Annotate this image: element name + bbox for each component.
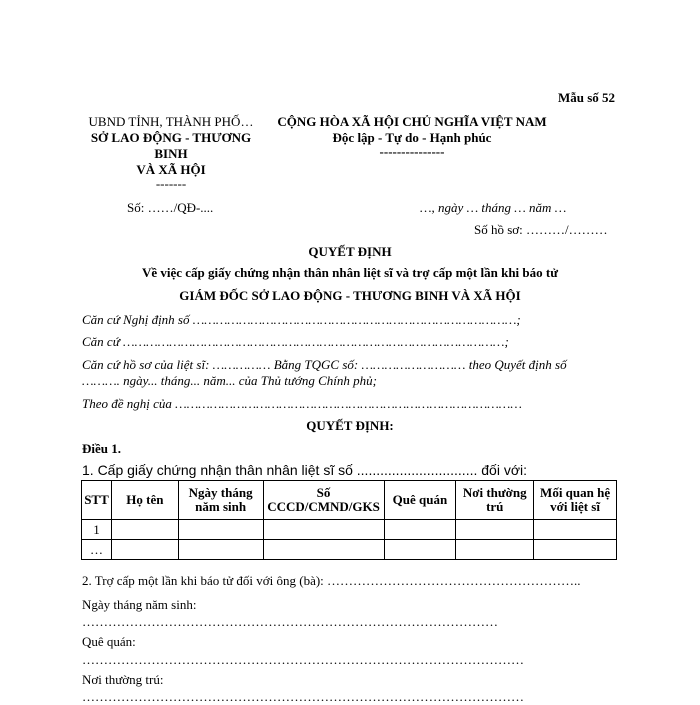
table-cell bbox=[384, 540, 456, 560]
col-dob: Ngày tháng năm sinh bbox=[178, 481, 263, 520]
table-row bbox=[82, 540, 617, 560]
col-name: Họ tên bbox=[111, 481, 178, 520]
basis-dossier-cont: ………. ngày... tháng... năm... của Thủ tướng Chính phủ; bbox=[82, 373, 377, 388]
authority-title: GIÁM ĐỐC SỞ LAO ĐỘNG - THƯƠNG BINH VÀ XÃ HỘI bbox=[179, 288, 521, 303]
basis-general: Căn cứ ………………………………………………………………………………………; bbox=[82, 334, 509, 349]
table-cell bbox=[263, 520, 384, 540]
motto: Độc lập - Tự do - Hạnh phúc bbox=[332, 130, 492, 145]
left-header bbox=[82, 114, 260, 190]
table-cell: 1 bbox=[82, 520, 112, 540]
col-hometown: Quê quán bbox=[384, 481, 456, 520]
table-cell bbox=[263, 540, 384, 560]
agency-line-3: BINH bbox=[154, 146, 188, 161]
table-cell bbox=[456, 540, 534, 560]
col-id-number: Số CCCD/CMND/GKS bbox=[263, 481, 384, 520]
agency-line-1: UBND TỈNH, THÀNH PHỐ… bbox=[88, 114, 254, 129]
right-header bbox=[262, 114, 562, 158]
agency-line-2: SỞ LAO ĐỘNG - THƯƠNG bbox=[90, 130, 252, 145]
article-1-label: Điều 1. bbox=[82, 441, 121, 456]
right-divider: --------------- bbox=[379, 144, 445, 159]
col-stt: STT bbox=[82, 481, 112, 520]
agency-line-4: VÀ XÃ HỘI bbox=[136, 162, 206, 177]
dob-label: Ngày tháng năm sinh: bbox=[82, 597, 197, 612]
residence-label: Nơi thường trú: bbox=[82, 672, 164, 687]
table-cell bbox=[534, 540, 617, 560]
document-title: QUYẾT ĐỊNH bbox=[308, 244, 392, 259]
table-header-row bbox=[82, 481, 617, 520]
basis-proposal: Theo đề nghị của ……………………………………………………………………………… bbox=[82, 396, 522, 411]
table-cell bbox=[534, 520, 617, 540]
decision-heading: QUYẾT ĐỊNH: bbox=[306, 418, 394, 433]
table-cell bbox=[456, 520, 534, 540]
left-divider: ------- bbox=[155, 176, 187, 191]
table-row bbox=[82, 520, 617, 540]
item-1-text: 1. Cấp giấy chứng nhận thân nhân liệt sĩ số ............................... đối với: bbox=[82, 462, 527, 478]
residence-dots: ………………………………………………………………………………………… bbox=[82, 689, 524, 704]
table-cell bbox=[111, 540, 178, 560]
item-2-text: 2. Trợ cấp một lần khi báo tử đối với ông (bà): ………………………………………………….. bbox=[82, 573, 581, 588]
hometown-label: Quê quán: bbox=[82, 634, 136, 649]
relatives-table bbox=[81, 480, 617, 560]
dossier-number: Số hồ sơ: ………/……… bbox=[474, 222, 608, 237]
date-line: …, ngày … tháng … năm … bbox=[420, 200, 567, 215]
basis-dossier: Căn cứ hồ sơ của liệt sĩ: …………… Bằng TQGC số: ……………………… theo Quyết định số bbox=[82, 357, 567, 372]
form-code: Mẫu số 52 bbox=[558, 90, 616, 105]
dob-dots: …………………………………………………………………………………… bbox=[82, 614, 498, 629]
basis-decree: Căn cứ Nghị định số …………………………………………………………………………; bbox=[82, 312, 521, 327]
col-residence: Nơi thường trú bbox=[456, 481, 534, 520]
table-cell bbox=[384, 520, 456, 540]
table-cell: … bbox=[82, 540, 112, 560]
decision-number: Số: ……/QĐ-.... bbox=[127, 200, 214, 215]
table-cell bbox=[178, 540, 263, 560]
hometown-dots: ………………………………………………………………………………………… bbox=[82, 652, 524, 667]
country-name: CỘNG HÒA XÃ HỘI CHỦ NGHĨA VIỆT NAM bbox=[277, 114, 547, 129]
table-cell bbox=[178, 520, 263, 540]
col-relationship: Mối quan hệ với liệt sĩ bbox=[534, 481, 617, 520]
table-cell bbox=[111, 520, 178, 540]
document-subject: Về việc cấp giấy chứng nhận thân nhân liệt sĩ và trợ cấp một lần khi báo tử bbox=[141, 265, 559, 280]
